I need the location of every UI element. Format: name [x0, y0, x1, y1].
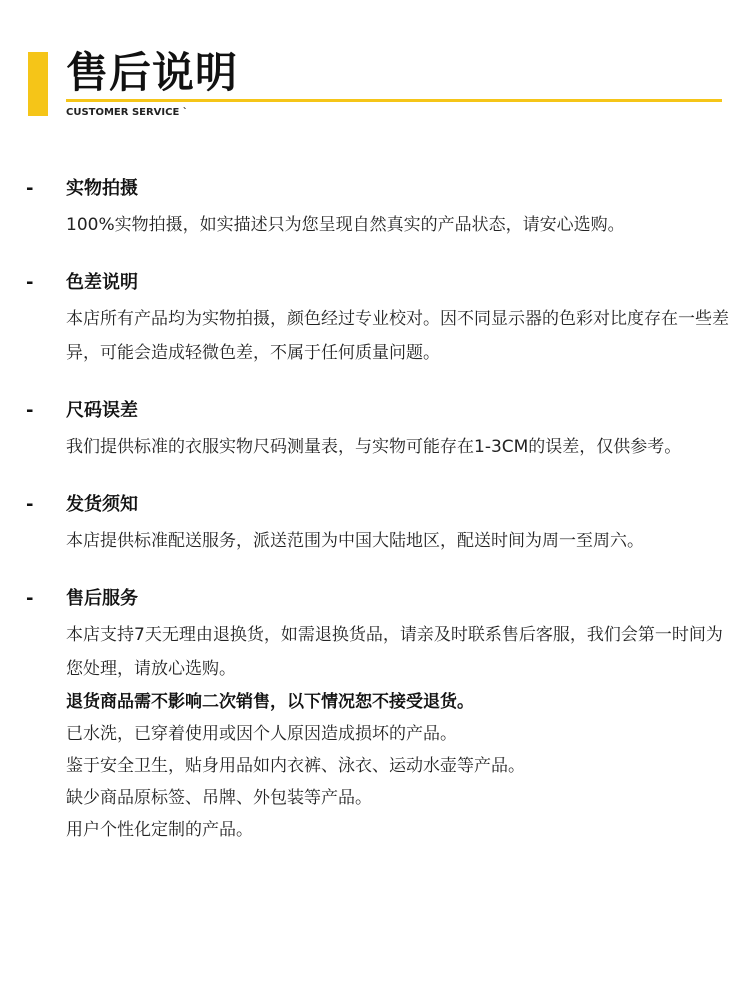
content [0, 174, 750, 872]
section-photo [0, 174, 750, 242]
section-title: 尺码误差 [66, 400, 138, 421]
section-after-sales [0, 584, 750, 846]
section-text: 我们提供标准的衣服实物尺码测量表，与实物可能存在1-3CM的误差，仅供参考。 [66, 437, 682, 457]
section-text: 本店支持7天无理由退换货，如需退换货品，请亲及时联系售后客服，我们会第一时间为您处理，请放心选购。 [66, 625, 723, 679]
bullet-dash: - [26, 588, 34, 609]
title-underline [66, 99, 722, 102]
section-title: 色差说明 [66, 272, 138, 293]
bullet-dash: - [26, 178, 34, 199]
section-text: 100%实物拍摄，如实描述只为您呈现自然真实的产品状态，请安心选购。 [66, 215, 625, 235]
bullet-dash: - [26, 272, 34, 293]
accent-bar [28, 52, 48, 116]
bullet-dash: - [26, 400, 34, 421]
return-policy-note: 退货商品需不影响二次销售，以下情况恕不接受退货。 [66, 692, 474, 712]
section-title: 发货须知 [66, 494, 138, 515]
exclusion-item: 已水洗，已穿着使用或因个人原因造成损坏的产品。 [66, 724, 457, 744]
page-title: 售后说明 [66, 48, 239, 97]
exclusion-item: 缺少商品原标签、吊牌、外包装等产品。 [66, 788, 372, 808]
section-size-error [0, 396, 750, 464]
bullet-dash: - [26, 494, 34, 515]
exclusion-item: 鉴于安全卫生，贴身用品如内衣裤、泳衣、运动水壶等产品。 [66, 756, 525, 776]
section-shipping [0, 490, 750, 558]
page-subtitle: CUSTOMER SERVICE ` [66, 107, 188, 118]
exclusion-item: 用户个性化定制的产品。 [66, 820, 253, 840]
page-header [0, 0, 750, 140]
section-title: 售后服务 [66, 588, 138, 609]
section-text: 本店提供标准配送服务，派送范围为中国大陆地区，配送时间为周一至周六。 [66, 531, 644, 551]
section-color-difference [0, 268, 750, 370]
section-title: 实物拍摄 [66, 178, 138, 199]
section-text: 本店所有产品均为实物拍摄，颜色经过专业校对。因不同显示器的色彩对比度存在一些差异，可能会造成轻微色差，不属于任何质量问题。 [66, 309, 729, 363]
